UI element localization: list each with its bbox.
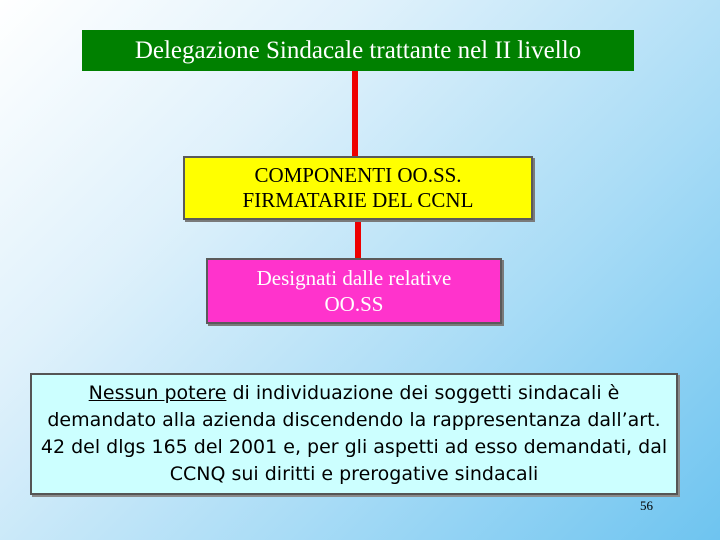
connector-line-top [352, 70, 358, 157]
note-text [40, 380, 668, 488]
title-box [82, 30, 634, 71]
note-body-text: di individuazione dei soggetti sindacali è demandato alla azienda discendendo la rappresentanza dall’art. 42 del dlgs 165 del 2001 e, per gli aspetti ad esso demandati, dal CCNQ sui diritti e prerogative sindacali [40, 382, 668, 485]
designated-node-line1: Designati dalle relative [256, 266, 452, 290]
title-text: Delegazione Sindacale trattante nel II livello [134, 36, 582, 64]
components-node [183, 156, 533, 220]
note-underlined-text: Nessun potere [88, 382, 227, 404]
page-number: 56 [640, 498, 653, 513]
designated-node-line2: OO.SS [324, 292, 384, 316]
components-node-line1: COMPONENTI OO.SS. [254, 163, 462, 187]
note-box [30, 373, 678, 495]
designated-node [206, 258, 502, 324]
connector-line-middle [355, 219, 361, 259]
components-node-line2: FIRMATARIE DEL CCNL [242, 188, 474, 212]
